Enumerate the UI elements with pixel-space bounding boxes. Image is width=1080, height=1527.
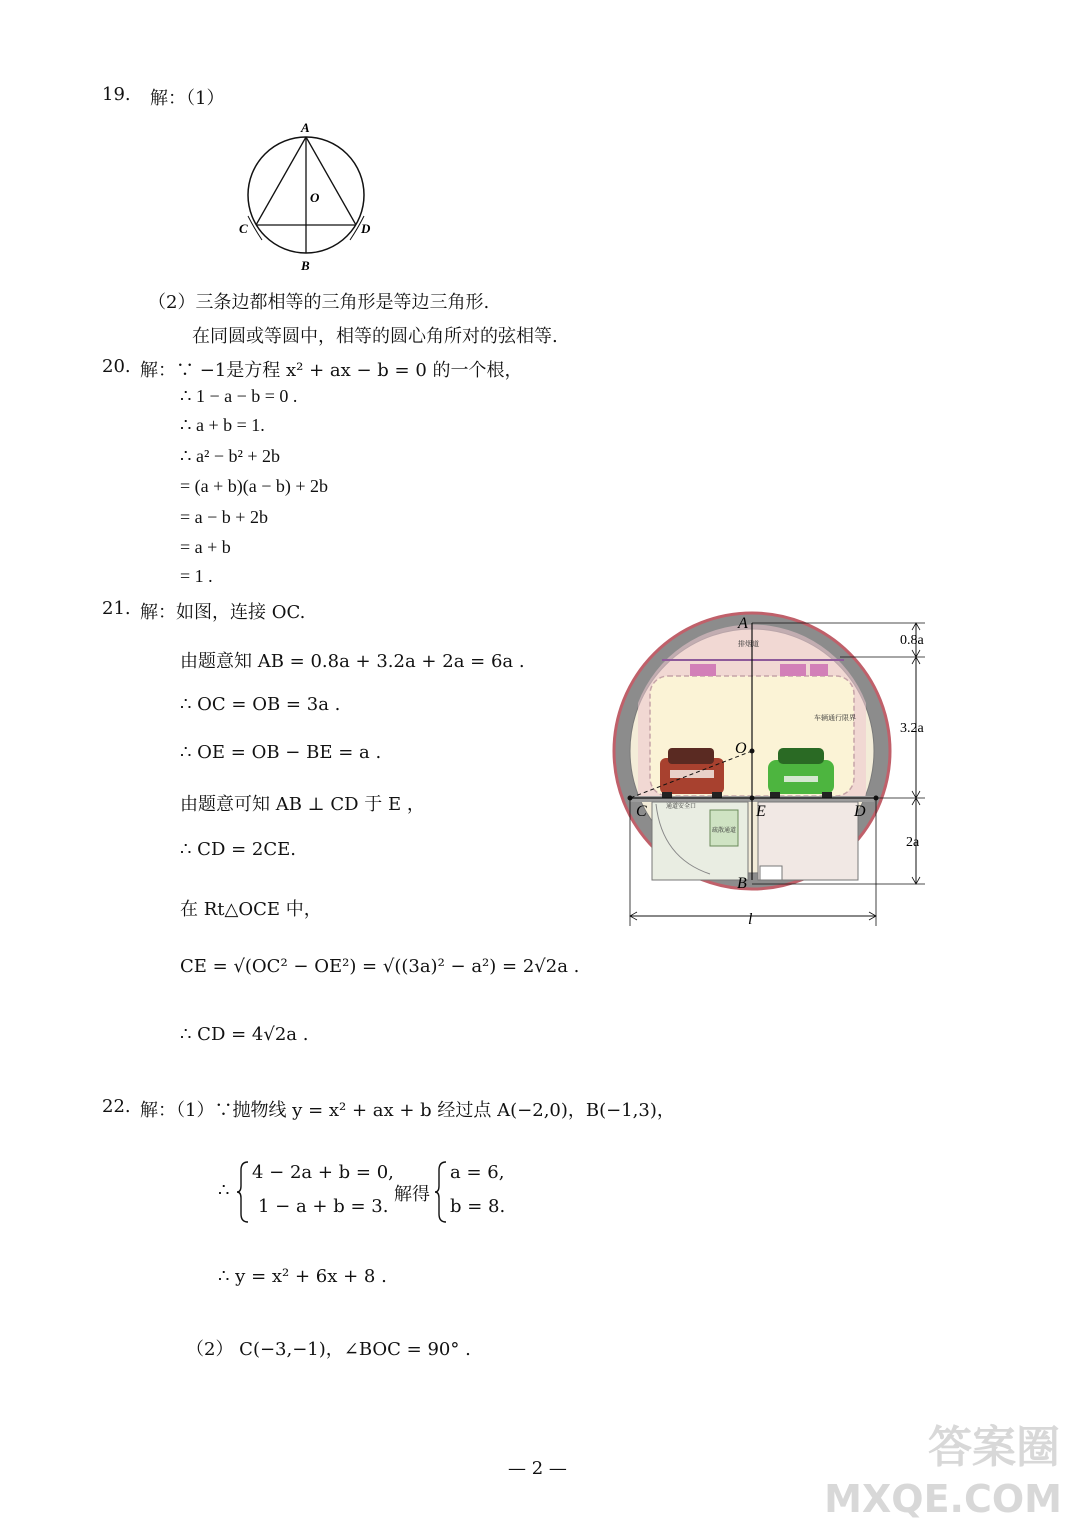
q22-therefore: ∴ [218, 1180, 230, 1201]
page-number: — 2 — [508, 1458, 567, 1479]
q20-line8: = 1 . [180, 566, 213, 586]
label-c: C [239, 221, 248, 236]
sign-right: 车辆通行限界 [814, 714, 856, 722]
chord-ad [306, 137, 356, 225]
watermark-url: MXQE.COM [824, 1477, 1062, 1521]
q20-number: 20. [102, 356, 131, 377]
q20-line7: = a + b [180, 537, 231, 557]
q22-brace-1 [236, 1160, 250, 1224]
fig-label-e: E [756, 803, 766, 820]
fan-3 [810, 664, 828, 676]
label-o: O [310, 190, 320, 205]
q22-line1: 解：（1）∵抛物线 y = x² + ax + b 经过点 A(−2,0)，B(−1,3)， [140, 1100, 675, 1121]
q20-line3: ∴ a + b = 1. [180, 415, 265, 435]
dim-top-label: 0.8a [900, 633, 924, 648]
sign-left-bottom: 通道安全口 [666, 804, 697, 810]
fan-1 [690, 664, 716, 676]
fig-label-d: D [854, 803, 866, 820]
q19-heading: 解：（1） [150, 88, 225, 109]
bottom-box [760, 866, 782, 880]
dim-mid-label: 3.2a [900, 721, 924, 736]
q22-line4: （2） C(−3,−1)，∠BOC = 90° . [186, 1339, 471, 1360]
q22-brace-2 [434, 1160, 448, 1224]
fan-2 [780, 664, 806, 676]
label-d: D [361, 221, 371, 236]
q20-line6: = a − b + 2b [180, 507, 268, 527]
dim-width-label: l [748, 911, 753, 928]
q22-solve-label: 解得 [394, 1184, 430, 1205]
label-a: A [301, 120, 310, 135]
sign-top: 排烟道 [738, 640, 759, 648]
q21-line3: ∴ OC = OB = 3a . [180, 694, 341, 715]
q21-line1: 解：如图，连接 OC. [140, 602, 306, 623]
chord-ac [256, 137, 306, 225]
q22-system1-eq2: 1 − a + b = 3. [258, 1196, 389, 1217]
q21-line5: 由题意可知 AB ⊥ CD 于 E ， [180, 794, 425, 815]
q21-line4: ∴ OE = OB − BE = a . [180, 742, 382, 763]
q22-number: 22. [102, 1096, 131, 1117]
q20-line4: ∴ a² − b² + 2b [180, 446, 281, 466]
fig-label-o: O [735, 740, 747, 757]
q21-line2: 由题意知 AB = 0.8a + 3.2a + 2a = 6a . [180, 651, 525, 672]
point-e [750, 796, 755, 801]
q22-system2-eq2: b = 8. [450, 1196, 506, 1217]
label-b: B [301, 258, 310, 273]
q21-line6: ∴ CD = 2CE. [180, 839, 296, 860]
arc-mark-c [248, 216, 262, 240]
q21-line7: 在 Rt△OCE 中， [180, 899, 322, 920]
sign-center-bottom: 疏散通道 [712, 828, 737, 834]
q20-line1: 解：∵ −1是方程 x² + ax − b = 0 的一个根， [140, 360, 523, 381]
q22-system1-eq1: 4 − 2a + b = 0, [252, 1162, 394, 1183]
q22-line3: ∴ y = x² + 6x + 8 . [218, 1266, 387, 1287]
q19-number: 19. [102, 84, 131, 105]
q19-circle-figure [236, 118, 376, 278]
q19-part2-line2: 在同圆或等圆中，相等的圆心角所对的弦相等. [192, 326, 558, 347]
fig-label-c: C [636, 803, 647, 820]
q19-part2-line1: （2）三条边都相等的三角形是等边三角形. [148, 292, 490, 313]
q21-line8: CE = √(OC² − OE²) = √((3a)² − a²) = 2√2a . [180, 956, 580, 977]
point-o [750, 749, 755, 754]
q21-line9: ∴ CD = 4√2a . [180, 1024, 309, 1045]
dim-bottom-label: 2a [906, 835, 920, 850]
q20-line2: ∴ 1 − a − b = 0 . [180, 386, 298, 406]
fig-label-a: A [738, 615, 748, 632]
watermark-logo-text: 答案圈 [928, 1422, 1060, 1473]
q21-number: 21. [102, 598, 131, 619]
q21-tunnel-figure [600, 608, 950, 938]
fig-label-b: B [737, 875, 747, 892]
q20-line5: = (a + b)(a − b) + 2b [180, 476, 329, 496]
q22-system2-eq1: a = 6, [450, 1162, 505, 1183]
